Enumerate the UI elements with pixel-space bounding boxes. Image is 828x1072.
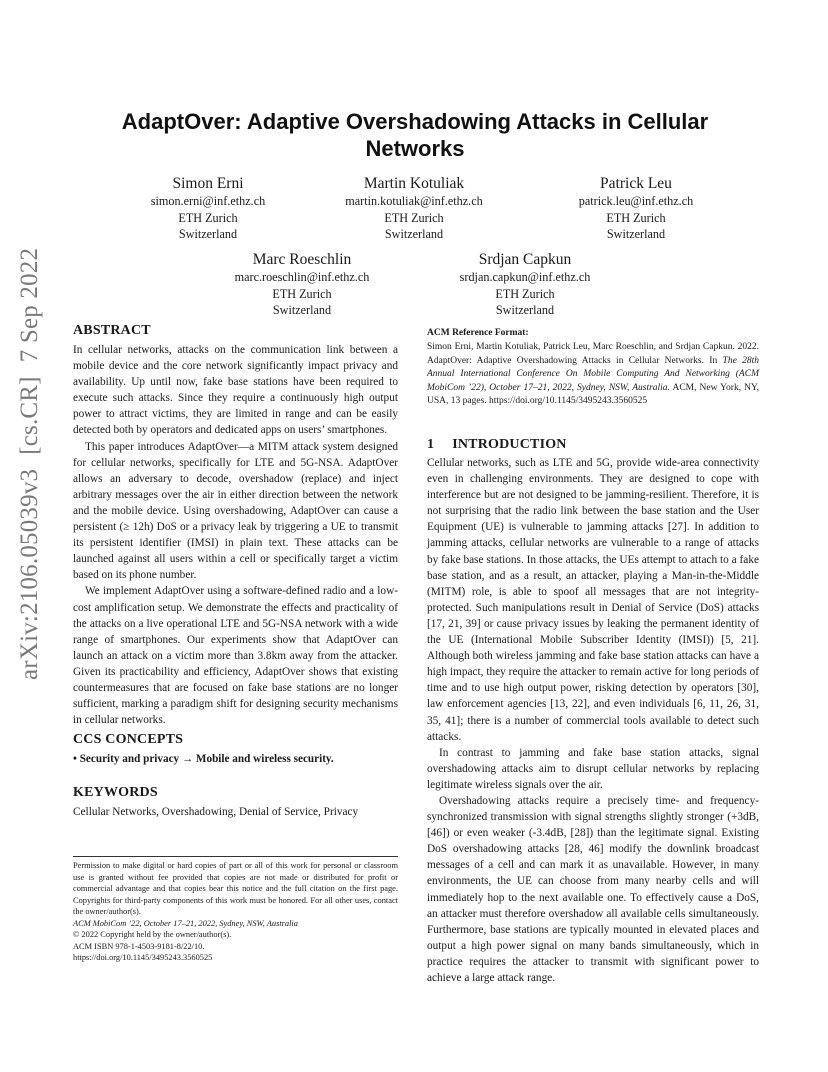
author-country: Switzerland — [384, 227, 444, 242]
reference-format — [427, 325, 759, 409]
author-email[interactable]: marc.roeschlin@inf.ethz.ch — [234, 270, 370, 284]
venue-line: ACM MobiCom ’22, October 17–21, 2022, Sydney, NSW, Australia — [73, 918, 298, 928]
copyright-footnote — [73, 856, 398, 964]
intro-paragraph: Cellular networks, such as LTE and 5G, provide wide-area connectivity even in challenging environments. They are designed to cope with interference but are not designed to be jamming-resilient. Therefore, it is not surprising that the radio link between the base station and the User Equipment (UE) is vulnerable to jamming attacks [27]. In addition to jamming attacks, cellular networks are vulnerable to a range of attacks by fake base stations. In those attacks, the UEs attempt to attach to a fake base station, and as a result, an attacker, playing a Man-in-the-Middle (MITM) role, is able to spoof all messages that are not integrity-protected. Such manipulations result in Denial of Service (DoS) attacks [17, 21, 39] or cause privacy issues by leaking the permanent identity of the UE (International Mobile Subscriber Identity (IMSI)) [5, 21]. Although both wireless jamming and fake base station attacks can have a high impact, they require the attacker to remain active for long periods of time and to use high output power, risking detection by operators [30], law enforcement agencies [13, 22], and even individuals [6, 11, 26, 31, 35, 41]; there is a number of commercial tools available to detect such attacks. — [427, 457, 759, 743]
doi-link[interactable]: https://doi.org/10.1145/3495243.3560525 — [73, 953, 213, 962]
author-block — [415, 250, 635, 319]
keywords-text: Cellular Networks, Overshadowing, Denial of Service, Privacy — [73, 806, 359, 818]
author-country: Switzerland — [178, 227, 238, 242]
reference-format-text — [427, 341, 759, 409]
reference-format-label: ACM Reference Format: — [427, 328, 529, 338]
permission-notice: Permission to make digital or hard copies of part or all of this work for personal or classroom use is granted without fee provided that copies are not made or distributed for profit or commercial advantage and that copies bear this notice and the full citation on the first page. Copyrights for third-party components of this work must be honored. For all other uses, contact the owner/author(s). — [73, 861, 398, 916]
author-name: Patrick Leu — [600, 175, 672, 192]
section-number: 1 — [427, 437, 435, 452]
author-name: Martin Kotuliak — [363, 175, 465, 192]
ccs-heading: CCS CONCEPTS — [73, 732, 184, 747]
isbn-line: ACM ISBN 978-1-4503-9181-8/22/10. — [73, 941, 205, 951]
author-email[interactable]: patrick.leu@inf.ethz.ch — [578, 194, 694, 208]
abstract-paragraph: We implement AdaptOver using a software-defined radio and a low-cost amplification setup. We demonstrate the effects and practicality of the attacks on a live operational LTE and 5G-NSA network with a wide range of smartphones. Our experiments show that AdaptOver can launch an attack on a victim more than 3.8km away from the attacker. Given its practicability and efficiency, AdaptOver shows that existing countermeasures that are focused on fake base stations are no longer sufficient, marking a paradigm shift for designing security mechanisms in cellular networks. — [73, 585, 398, 727]
author-name: Marc Roeschlin — [252, 251, 352, 268]
introduction-section — [427, 436, 759, 986]
author-name: Srdjan Capkun — [478, 251, 572, 268]
author-affiliation: ETH Zurich — [495, 286, 555, 301]
reference-publisher-doi[interactable]: ACM, New York, NY, USA, 13 pages. https://doi.org/10.1145/3495243.3560525 — [427, 382, 759, 407]
author-affiliation: ETH Zurich — [384, 210, 444, 225]
author-block — [192, 250, 412, 319]
author-email[interactable]: simon.erni@inf.ethz.ch — [150, 194, 266, 208]
intro-paragraph: Overshadowing attacks require a precisely time- and frequency-synchronized transmission with signal strengths slightly stronger (+3dB, [46]) or even weaker (-3.4dB, [28]) than the legitimate signal. Existing DoS overshadowing attacks [28, 46] modify the downlink broadcast messages of a cell and can mark it as unavailable. However, in many environments, the UE can choose from many nearby cells and will immediately hop to the next available one. To effectively cause a DoS, an attacker must therefore overshadow all available cells simultaneously. Furthermore, base stations are typically mounted in elevated places and output a high power signal on many bands simultaneously, which in practice requires the attacker to transmit with significant power to achieve a large attack range. — [427, 794, 759, 984]
reference-venue: The 28th Annual International Conference On Mobile Computing And Networking (ACM MobiCom ’22), October 17–21, 2022, Sydney, NSW, Australia. — [427, 355, 760, 393]
author-email[interactable]: srdjan.capkun@inf.ethz.ch — [459, 270, 591, 284]
paper-title: AdaptOver: Adaptive Overshadowing Attacks in Cellular Networks — [121, 109, 709, 161]
abstract-paragraph: This paper introduces AdaptOver—a MITM attack system designed for cellular networks, specifically for LTE and 5G-NSA. AdaptOver allows an adversary to decode, overshadow (replace) and inject arbitrary messages over the air in either direction between the network and the mobile device. Using overshadowing, AdaptOver can cause a persistent (≥ 12h) DoS or a privacy leak by triggering a UE to transmit its persistent identifier (IMSI) in plain text. These attacks can be launched against all users within a cell or specifically target a victim based on its phone number. — [73, 440, 398, 582]
abstract-section — [73, 322, 398, 728]
intro-paragraph: In contrast to jamming and fake base station attacks, signal overshadowing attacks aim to disrupt cellular networks by replacing legitimate wireless signals over the air. — [427, 746, 759, 791]
author-email[interactable]: martin.kotuliak@inf.ethz.ch — [345, 194, 483, 208]
ccs-section — [73, 731, 398, 767]
author-name: Simon Erni — [172, 175, 244, 192]
copyright-line: © 2022 Copyright held by the owner/author(s). — [73, 930, 232, 939]
arxiv-stamp — [16, 234, 44, 680]
author-affiliation: ETH Zurich — [178, 210, 238, 225]
author-affiliation: ETH Zurich — [272, 286, 332, 301]
author-country: Switzerland — [495, 303, 555, 318]
keywords-section — [73, 784, 398, 820]
abstract-paragraph: In cellular networks, attacks on the communication link between a mobile device and the core network significantly impact privacy and availability. Up until now, fake base stations have been required to execute such attacks. Since they require a continuously high output power to attract victims, they are limited in range and can be easily detected both by operators and dedicated apps on users’ smartphones. — [73, 344, 398, 437]
author-country: Switzerland — [272, 303, 332, 318]
arxiv-id: arXiv:2106.05039v3 — [16, 468, 43, 680]
ccs-concepts: • Security and privacy → Mobile and wireless security. — [73, 753, 334, 765]
keywords-heading: KEYWORDS — [73, 785, 158, 800]
arxiv-date: 7 Sep 2022 — [16, 247, 43, 363]
arxiv-category: [cs.CR] — [16, 376, 43, 455]
author-affiliation: ETH Zurich — [606, 210, 666, 225]
reference-authors-title: Simon Erni, Martin Kotuliak, Patrick Leu, Marc Roeschlin, and Srdjan Capkun. 2022. AdaptOver: Adaptive Overshadowing Attacks in Cellular Networks. In — [427, 342, 759, 366]
section-title: INTRODUCTION — [452, 437, 567, 452]
abstract-heading: ABSTRACT — [73, 323, 151, 338]
introduction-heading — [427, 436, 759, 454]
author-block — [98, 174, 318, 243]
author-block — [304, 174, 524, 243]
author-block — [526, 174, 746, 243]
author-country: Switzerland — [606, 227, 666, 242]
